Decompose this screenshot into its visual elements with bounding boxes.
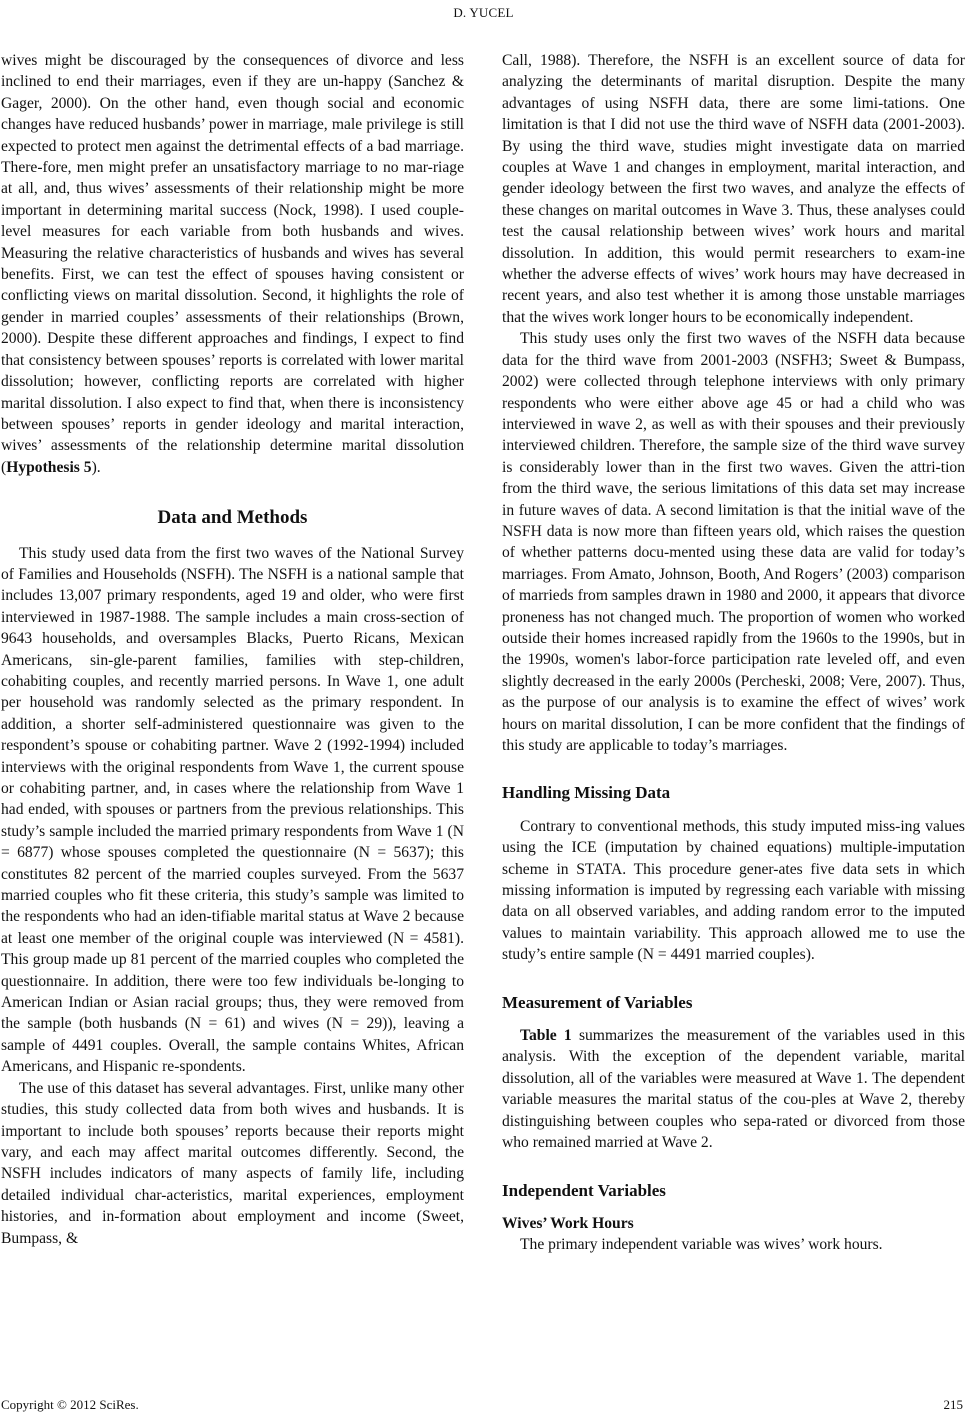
paragraph-text: ). — [91, 458, 101, 476]
paragraph: The primary independent variable was wives’ work hours. — [520, 1236, 883, 1254]
right-column — [502, 50, 965, 1256]
subsubsection-heading: Wives’ Work Hours — [502, 1214, 634, 1232]
paragraph-text: summarizes the measurement of the variables used in this analysis. With the exception of the dependent variable, marital dissolution, all of the variables were measured at Wave 1. The dependent variable measures the marital status of the cou-ples at Wave 2, thereby distinguishing between couples who sepa-rated or divorced from those who remained married at Wave 2. — [502, 1027, 965, 1152]
paragraph-text: wives might be discouraged by the consequences of divorce and less inclined to end their marriages, even if they are un-happy (Sanchez & Gager, 2000). On the other hand, even though social and economic changes have reduced husbands’ power in marriage, male privilege is still expected to protect men against the detrimental effects of a bad marriage. There-fore, men might prefer an unsatisfactory marriage to no mar-riage at all, and, thus wives’ assessments of their relationship might be more important in determining marital success (Nock, 1998). I used couple-level measures for each variable from both husbands and wives. Measuring the relative characteristics of husbands and wives has several benefits. First, we can test the effect of spouses having consistent or conflicting views on marital dissolution. Second, it highlights the role of gender in married couples’ assessments of their relationships (Brown, 2000). Despite these different approaches and findings, I expect to find that consistency between spouses’ reports is correlated with lower marital dissolution; however, conflicting reports are correlated with higher marital dissolution. I also expect to find that, when there is inconsistency between spouses’ reports in gender ideology and marital interaction, wives’ assessments of the relationship determine marital dissolution ( — [1, 52, 464, 476]
paragraph — [502, 1025, 965, 1153]
paragraph: Contrary to conventional methods, this study imputed miss-ing values using the ICE (imputation by chained equations) multiple-imputation scheme in STATA. This procedure gener-ates five data sets in which missing information is imputed by regressing each variable with missing data on all observed variables, and adding random error to the imputed values to maintain variability. This approach allowed me to use the study’s entire sample (N = 4491 married couples). — [502, 817, 965, 964]
copyright-notice: Copyright © 2012 SciRes. — [1, 1397, 139, 1412]
paragraph — [1, 50, 464, 478]
section-title: Data and Methods — [157, 507, 308, 529]
hypothesis-reference: Hypothesis 5 — [6, 458, 92, 476]
subsection-heading: Measurement of Variables — [502, 992, 693, 1012]
running-head: D. YUCEL — [453, 5, 514, 20]
paragraph: This study uses only the first two waves of the NSFH data because data for the third wave from 2001-2003 (NSFH3; Sweet & Bumpass, 2002) were collected through telephone interviews with only primary respondents who were either above age 45 or had a child who was interviewed in wave 2, as well as with their spouses and their previously interviewed children. Therefore, the sample size of the third wave survey is considerably lower than in the first two waves. Given the attri-tion from the third wave, the serious limitations of this data set may increase in future waves of data. A second limitation is that the initial wave of the NSFH data is now more than fifteen years old, which raises the question of whether patterns docu-mented using these data are valid for today’s marriages. From Amato, Johnson, Booth, And Rogers’ (2003) comparison of marrieds from samples drawn in 1980 and 2000, it appears that divorce proneness has not changed much. The proportion of women who worked outside their homes increased rapidly from the 1960s to the 1990s, but in the 1990s, women's labor-force participation rate leveled off, and even slightly decreased in the early 2000s (Percheski, 2008; Vere, 2007). Thus, as the purpose of our analysis is to examine the effect of wives’ work hours on marital dissolution, I can be more confident that the findings of this study are applicable to today’s marriages. — [502, 330, 965, 754]
page-number: 215 — [943, 1397, 963, 1412]
paragraph: This study used data from the first two waves of the National Survey of Families and Households (NSFH). The NSFH is a national sample that includes 13,007 primary respondents, aged 19 and older, who were first interviewed in 1987-1988. The sample includes a main cross-section of 9643 households, and oversamples Blacks, Puerto Ricans, Mexican Americans, sin-gle-parent families, families with step-children, cohabiting couples, and recently married persons. In Wave 1, one adult per household was randomly selected as the primary respondent. In addition, a shorter self-administered questionnaire was given to the respondent’s spouse or cohabiting partner. Wave 2 (1992-1994) included interviews with the original respondents from Wave 1, the current spouse or cohabiting partner, and, in cases where the relationship from Wave 1 had ended, with spouses or partners from the previous relationships. This study’s sample included the married primary respondents from Wave 1 (N = 6877) whose spouses completed the questionnaire (N = 5637); this constitutes 82 percent of the married couples surveyed. From the 5637 married couples who fit these criteria, this study’s sample was limited to the respondents who had an iden-tifiable marital status at Wave 2 because at least one member of the original couple was interviewed (N = 4581). This group made up 81 percent of the married couples who completed the questionnaire. In addition, there were too few individuals be-longing to American Indian or Asian racial groups; thus, they were removed from the sample (both husbands (N = 61) and wives (N = 29)), leaving a sample of 4491 couples. Overall, the sample contains Whites, African Americans, and Hispanic re-spondents. — [1, 544, 464, 1076]
table-reference: Table 1 — [520, 1027, 572, 1045]
left-column — [1, 50, 464, 1249]
paragraph: Call, 1988). Therefore, the NSFH is an excellent source of data for analyzing the determinants of marital disruption. Despite the many advantages of using NSFH data, there are some limi-tations. One limitation is that I did not use the third wave of NSFH data (2001-2003). By using the third wave, studies might investigate data on married couples at Wave 1 and changes in employment, marital interaction, and gender ideology between the first two waves, and analyze the effects of these changes on marital outcomes in Wave 3. Thus, these analyses could test the causal relationship between wives’ work hours and marital dissolution. In addition, this would permit researchers to exam-ine whether the adverse effects of wives’ work hours may have decreased in recent years, and also test whether it is among those unstable marriages that the wives work longer hours to be economically independent. — [502, 52, 965, 326]
subsection-heading: Handling Missing Data — [502, 783, 671, 803]
subsection-heading: Independent Variables — [502, 1180, 666, 1200]
paragraph: The use of this dataset has several advantages. First, unlike many other studies, this study collected data from both wives and husbands. It is important to include both spouses’ reports because their reports might vary, and each may affect marital outcomes differently. Second, the NSFH includes indicators of many aspects of family life, including detailed individual char-acteristics, marital experiences, employment histories, and in-formation about employment and income (Sweet, Bumpass, & — [1, 1079, 464, 1247]
